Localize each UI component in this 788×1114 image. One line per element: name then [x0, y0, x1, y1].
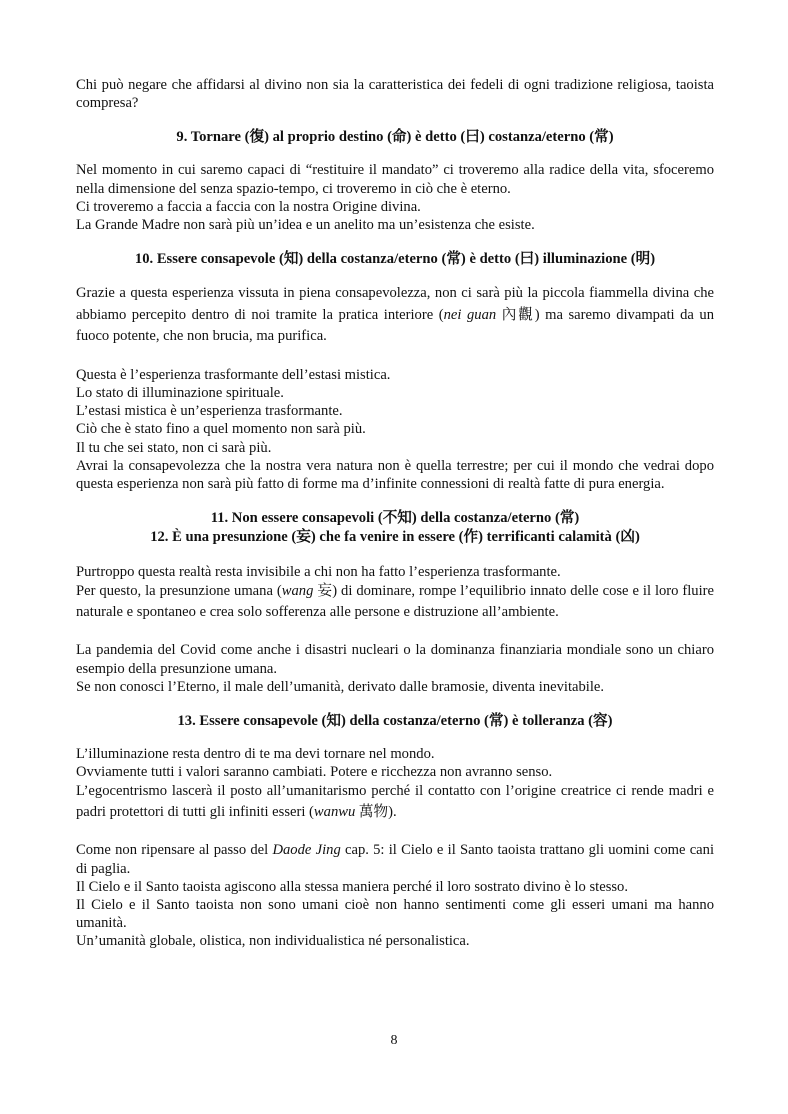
paragraph: Il tu che sei stato, non ci sarà più. — [76, 439, 272, 456]
paragraph: L’illuminazione resta dentro di te ma devi tornare nel mondo. — [76, 745, 435, 762]
paragraph: Chi può negare che affidarsi al divino non sia la caratteristica dei fedeli di ogni tradizione religiosa, taoista compresa? — [76, 77, 714, 112]
document-body — [76, 76, 714, 951]
section-heading-10: 10. Essere consapevole (知) della costanza/eterno (常) è detto (曰) illuminazione (明) — [134, 251, 656, 268]
paragraph: L’egocentrismo lascerà il posto all’umanitarismo perché il contatto con l’origine creatrice ci rende madri e padri protettori di tutti gli infiniti esseri (wanwu 萬物). — [76, 783, 714, 821]
paragraph: Lo stato di illuminazione spirituale. — [76, 384, 284, 401]
paragraph: Nel momento in cui saremo capaci di “restituire il mandato” ci troveremo alla radice della vita, sfoceremo nella dimensione del senza spazio-tempo, ci troveremo in ciò che è eterno. — [76, 162, 714, 197]
section-heading-11: 11. Non essere consapevoli (不知) della costanza/eterno (常) — [210, 510, 580, 527]
paragraph: Grazie a questa esperienza vissuta in piena consapevolezza, non ci sarà più la piccola fiammella divina che abbiamo percepito dentro di noi tramite la pratica interiore (nei guan 內觀) ma saremo divampati da un fuoco potente, che non brucia, ma purifica. — [76, 285, 715, 345]
paragraph: Il Cielo e il Santo taoista non sono umani cioè non hanno sentimenti come gli esseri umani ma hanno umanità. — [76, 896, 714, 932]
paragraph: L’estasi mistica è un’esperienza trasformante. — [76, 403, 343, 420]
paragraph: Un’umanità globale, olistica, non individualistica né personalistica. — [76, 933, 470, 950]
paragraph: Purtroppo questa realtà resta invisibile a chi non ha fatto l’esperienza trasformante. — [76, 564, 561, 581]
paragraph: Ci troveremo a faccia a faccia con la nostra Origine divina. — [76, 198, 421, 215]
paragraph: Se non conosci l’Eterno, il male dell’umanità, derivato dalle bramosie, diventa inevitabile. — [76, 678, 605, 695]
paragraph: La Grande Madre non sarà più un’idea e un anelito ma un’esistenza che esiste. — [76, 217, 535, 234]
paragraph: Questa è l’esperienza trasformante dell’estasi mistica. — [76, 366, 391, 383]
paragraph: Per questo, la presunzione umana (wang 妄) di dominare, rompe l’equilibrio innato delle cose e il loro fluire naturale e spontaneo e crea solo sofferenza alle persone e distruzione all’ambiente. — [76, 583, 714, 621]
paragraph: Come non ripensare al passo del Daode Jing cap. 5: il Cielo e il Santo taoista trattano gli uomini come cani di paglia. — [76, 842, 714, 877]
paragraph: Il Cielo e il Santo taoista agiscono alla stessa maniera perché il loro sostrato divino è lo stesso. — [76, 878, 629, 895]
page-number: 8 — [390, 1033, 398, 1048]
paragraph: Ciò che è stato fino a quel momento non sarà più. — [76, 421, 366, 438]
paragraph: La pandemia del Covid come anche i disastri nucleari o la dominanza finanziaria mondiale sono un chiaro esempio della presunzione umana. — [76, 642, 714, 677]
section-heading-12: 12. È una presunzione (妄) che fa venire in essere (作) terrificanti calamità (凶) — [150, 529, 640, 546]
section-heading-13: 13. Essere consapevole (知) della costanza/eterno (常) è tolleranza (容) — [177, 712, 613, 729]
paragraph: Avrai la consapevolezza che la nostra vera natura non è quella terrestre; per cui il mondo che vedrai dopo questa esperienza non sarà più fatto di forme ma d’infinite connessioni di realtà fatte di pura energia. — [76, 457, 714, 492]
paragraph: Ovviamente tutti i valori saranno cambiati. Potere e ricchezza non avranno senso. — [76, 764, 553, 781]
section-heading-9: 9. Tornare (復) al proprio destino (命) è detto (曰) costanza/eterno (常) — [176, 129, 614, 146]
